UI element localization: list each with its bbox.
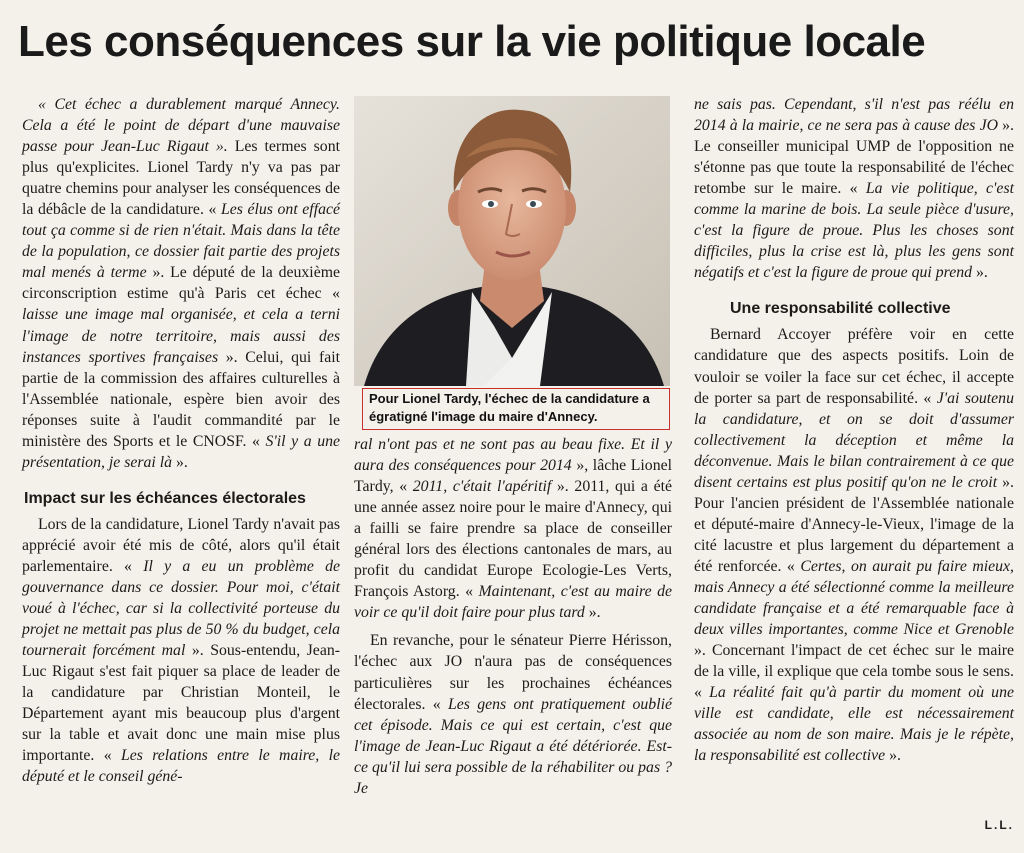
portrait-illustration bbox=[354, 96, 670, 386]
column-1 bbox=[22, 94, 340, 787]
column-2 bbox=[354, 434, 672, 799]
paragraph: Bernard Accoyer préfère voir en cette candidature que des aspects positifs. Loin de vouloir se voiler la face sur cet échec, il accepte de porter sa part de responsabilité. « J'ai soutenu la candidature, et on se doit d'assumer collectivement la déception et même la déconvenue. Mais le bilan contrairement à ce que disent certains est plus positif qu'on ne le croit ». Pour l'ancien président de l'Assemblée nationale et député-maire d'Annecy-le-Vieux, l'image de la cité lacustre et plus largement du département a été renforcée. « Certes, on aurait pu faire mieux, mais Annecy a été sélectionné comme la meilleure candidate française et a été remarquable face à deux villes importantes, comme Nice et Grenoble ». Concernant l'impact de cet échec sur le maire de la ville, il explique que cela tombe sous le sens. « La réalité fait qu'à partir du moment où une ville est candidate, elle est nécessairement associée au nom de son maire. Mais je le répète, la responsabilité est collective ». bbox=[694, 326, 1014, 765]
paragraph: Lors de la candidature, Lionel Tardy n'avait pas apprécié avoir été mis de côté, alors qu'il était parlementaire. « Il y a eu un problème de gouvernance dans ce dossier. Pour moi, c'était voué à l'échec, car si la collectivité porteuse du projet ne mettait pas plus de 50 % du budget, cela tournerait forcément mal ». Sous-entendu, Jean-Luc Rigaut s'est fait piquer sa place de leader de la candidature par Christian Monteil, le Département ayant mis beaucoup plus d'argent sur la table et avait donc une main mise plus importante. « Les relations entre le maire, le député et le conseil géné- bbox=[22, 515, 341, 786]
paragraph: ral n'ont pas et ne sont pas au beau fixe. Et il y aura des conséquences pour 2014 », lâche Lionel Tardy, « 2011, c'était l'apéritif ». 2011, qui a été une année assez noire pour le maire d'Annecy, qui a failli se faire prendre sa place de conseiller général lors des élections cantonales de mars, au profit du candidat Europe Ecologie-Les Verts, François Astorg. « Maintenant, c'est au maire de voir ce qu'il doit faire pour plus tard ». bbox=[354, 436, 672, 622]
paragraph: ne sais pas. Cependant, s'il n'est pas réélu en 2014 à la mairie, ce ne sera pas à cause des JO ». Le conseiller municipal UMP de l'opposition ne s'étonne pas que toute la responsabilité de l'échec retombe sur le maire. « La vie politique, c'est comme la marine de bois. La seule pièce d'usure, c'est la figure de proue. Plus les choses sont difficiles, plus la crise est là, plus les gens sont négatifs et c'est la figure de proue qui prend ». bbox=[694, 96, 1015, 282]
portrait-photo bbox=[354, 96, 670, 386]
photo-caption: Pour Lionel Tardy, l'échec de la candidature a égratigné l'image du maire d'Annecy. bbox=[362, 388, 670, 430]
subheading: Une responsabilité collective bbox=[730, 300, 951, 318]
subheading: Impact sur les échéances électorales bbox=[24, 489, 306, 507]
paragraph: « Cet échec a durablement marqué Annecy. Cela a été le point de départ d'une mauvaise passe pour Jean-Luc Rigaut ». Les termes sont plus qu'explicites. Lionel Tardy n'y va pas par quatre chemins pour analyser les conséquences de la débâcle de la candidature. « Les élus ont effacé tout ça comme si de rien n'était. Mais dans la tête de la population, ce dossier fait partie des projets mal menés à terme ». Le député de la deuxième circonscription estime qu'à Paris cet échec « laisse une image mal organisée, et cela a terni l'image de notre territoire, mais aussi des instances sportives françaises ». Celui, qui fait partie de la commission des affaires culturelles à l'Assemblée nationale, espère bien avoir des réponses suite à l'audit commandité par le ministère des Sports et le CNOSF. « S'il y a une présentation, je serai là ». bbox=[22, 96, 341, 471]
column-3 bbox=[694, 94, 1014, 766]
paragraph: En revanche, pour le sénateur Pierre Hérisson, l'échec aux JO n'aura pas de conséquences particulières sur les prochaines échéances électorales. « Les gens ont pratiquement oublié cet épisode. Mais ce qui est certain, c'est que l'image de Jean-Luc Rigaut a été détériorée. Est-ce qu'il lui sera possible de la réhabiliter ou pas ? Je bbox=[354, 632, 672, 797]
author-signature: L.L. bbox=[984, 818, 1014, 832]
headline: Les conséquences sur la vie politique locale bbox=[18, 17, 926, 66]
